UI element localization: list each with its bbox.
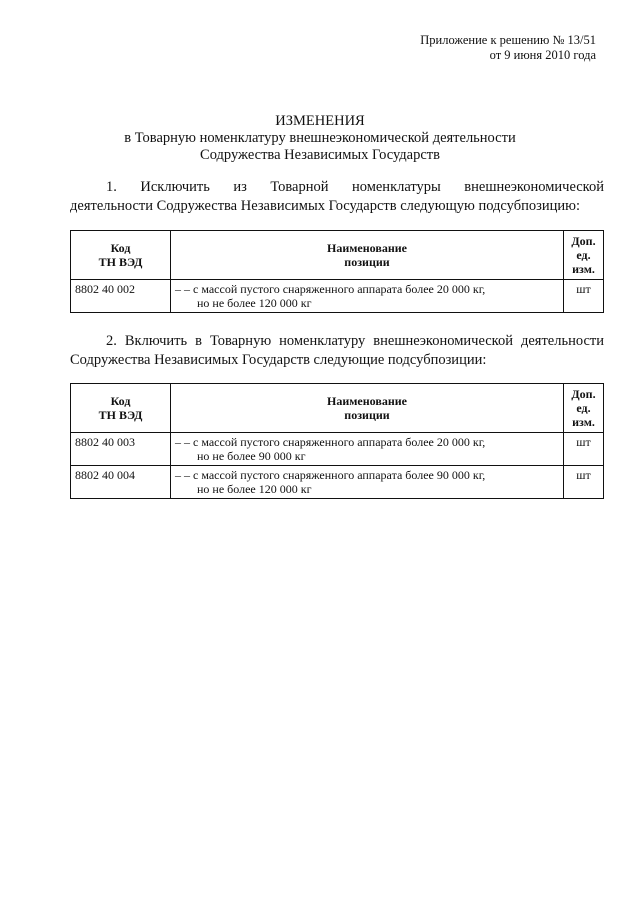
cell-name xyxy=(171,466,564,499)
appendix-line-1: Приложение к решению № 13/51 xyxy=(420,33,596,47)
include-table xyxy=(70,383,604,499)
appendix-reference xyxy=(420,33,596,63)
cell-unit: шт xyxy=(564,280,604,313)
title-line-2: в Товарную номенклатуру внешнеэкономической деятельности xyxy=(124,130,516,146)
table-header-row xyxy=(71,231,604,280)
table-header-row xyxy=(71,384,604,433)
header-code-line-2: ТН ВЭД xyxy=(98,408,143,422)
cell-code: 8802 40 003 xyxy=(71,433,171,466)
header-code-line-1: Код xyxy=(110,241,131,255)
cell-name-line-1: – – с массой пустого снаряженного аппарата более 20 000 кг, xyxy=(175,282,486,296)
section-2-line-1: 2. Включить в Товарную номенклатуру внешнеэкономической деятельности xyxy=(106,333,604,349)
header-unit-line-3: изм. xyxy=(572,415,595,429)
header-name-line-1: Наименование xyxy=(327,241,407,255)
section-1-paragraph xyxy=(70,178,604,216)
header-code xyxy=(71,384,171,433)
title-line-3: Содружества Независимых Государств xyxy=(200,147,440,163)
cell-code: 8802 40 004 xyxy=(71,466,171,499)
header-code-line-1: Код xyxy=(110,394,131,408)
header-name-line-1: Наименование xyxy=(327,394,407,408)
header-unit-line-2: ед. xyxy=(576,401,591,415)
table-row xyxy=(71,466,604,499)
table-row xyxy=(71,280,604,313)
header-unit-line-1: Доп. xyxy=(571,234,596,248)
header-name xyxy=(171,231,564,280)
cell-name xyxy=(171,280,564,313)
cell-name-line-2: но не более 120 000 кг xyxy=(197,482,312,496)
cell-code: 8802 40 002 xyxy=(71,280,171,313)
appendix-line-2: от 9 июня 2010 года xyxy=(489,48,596,62)
section-2-line-2: Содружества Независимых Государств следующие подсубпозиции: xyxy=(70,352,487,368)
header-unit-line-2: ед. xyxy=(576,248,591,262)
header-name-line-2: позиции xyxy=(344,408,390,422)
header-code-line-2: ТН ВЭД xyxy=(98,255,143,269)
cell-name xyxy=(171,433,564,466)
cell-name-line-2: но не более 120 000 кг xyxy=(197,296,312,310)
title-line-1: ИЗМЕНЕНИЯ xyxy=(275,113,365,129)
cell-unit: шт xyxy=(564,433,604,466)
header-unit-line-1: Доп. xyxy=(571,387,596,401)
header-unit-line-3: изм. xyxy=(572,262,595,276)
exclude-table xyxy=(70,230,604,313)
cell-name-line-2: но не более 90 000 кг xyxy=(197,449,306,463)
section-1-line-1: 1. Исключить из Товарной номенклатуры внешнеэкономической xyxy=(106,179,604,195)
section-2-paragraph xyxy=(70,332,604,370)
header-unit xyxy=(564,384,604,433)
header-code xyxy=(71,231,171,280)
document-title xyxy=(0,113,640,164)
cell-name-line-1: – – с массой пустого снаряженного аппарата более 20 000 кг, xyxy=(175,435,486,449)
cell-unit: шт xyxy=(564,466,604,499)
cell-name-line-1: – – с массой пустого снаряженного аппарата более 90 000 кг, xyxy=(175,468,486,482)
section-1-line-2: деятельности Содружества Независимых Государств следующую подсубпозицию: xyxy=(70,198,580,214)
header-name xyxy=(171,384,564,433)
table-row xyxy=(71,433,604,466)
header-name-line-2: позиции xyxy=(344,255,390,269)
header-unit xyxy=(564,231,604,280)
